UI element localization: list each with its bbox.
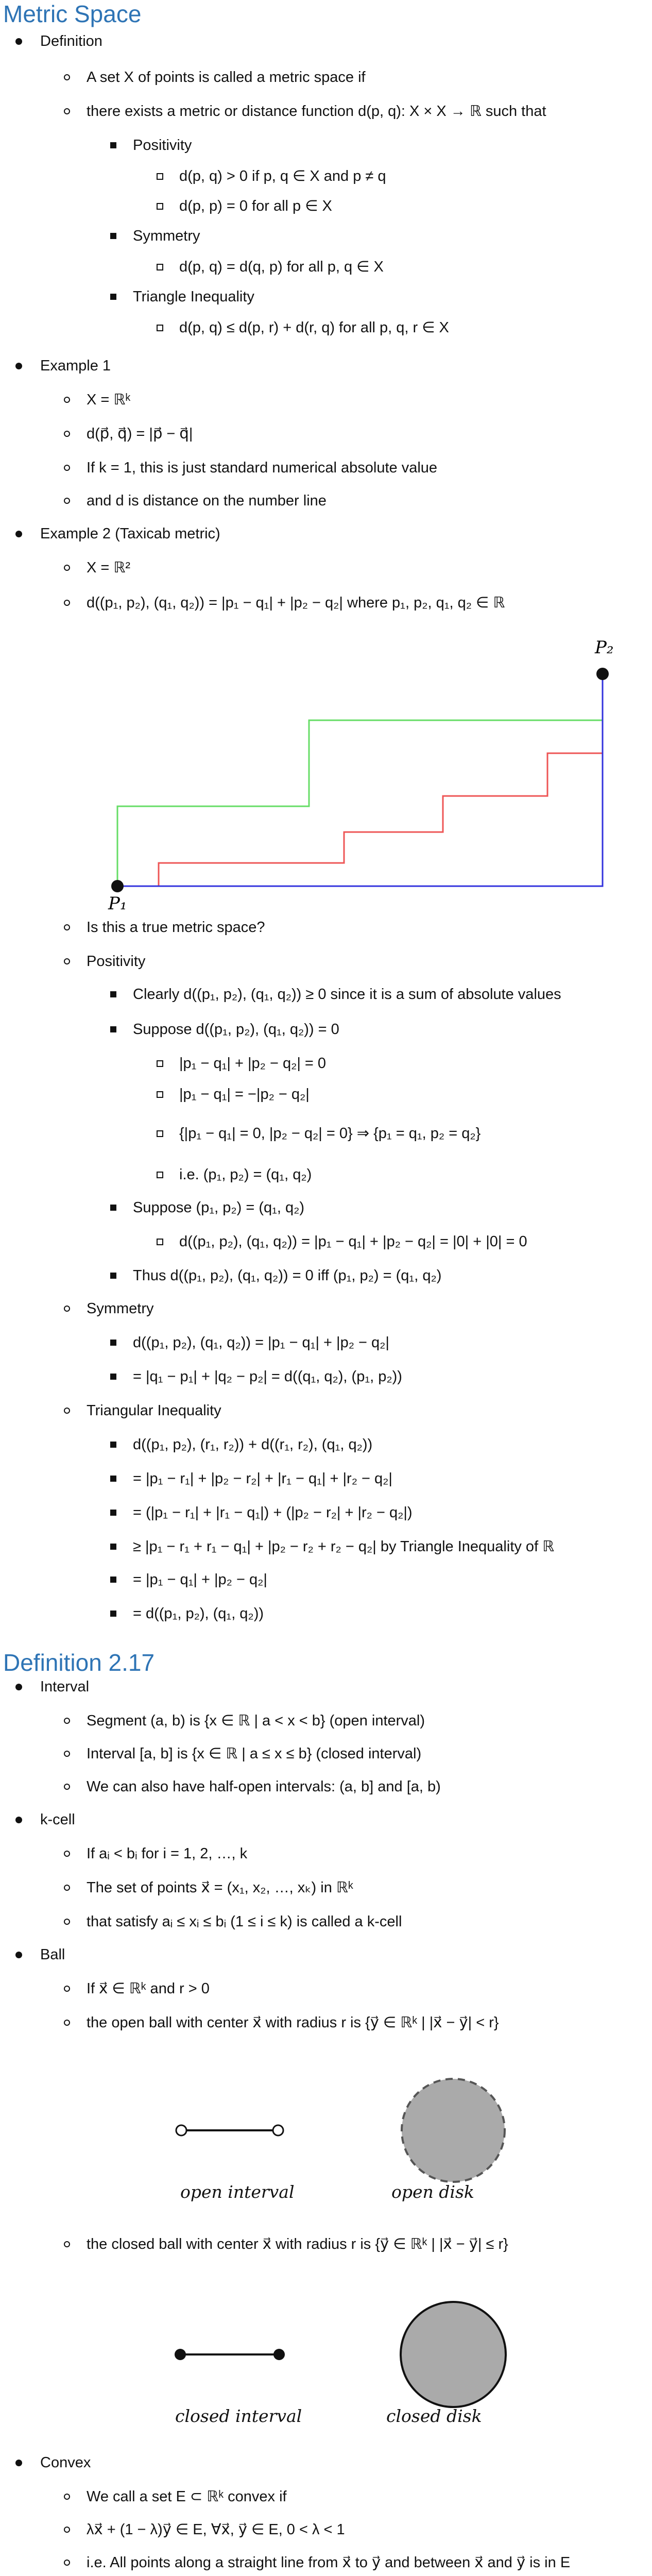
bullet-text: = |p₁ − r₁| + |p₂ − r₂| + |r₁ − q₁| + |r₂ − q₂| [133, 1470, 392, 1487]
bullet-line [87, 2520, 345, 2539]
bullet-marker-icon [64, 1986, 70, 1992]
bullet-marker-icon [110, 1374, 116, 1380]
bullet-text: X = ℝ² [87, 560, 131, 576]
bullet-line [87, 2235, 508, 2253]
bullet-text: Is this a true metric space? [87, 919, 265, 936]
bullet-text: Example 1 [40, 358, 111, 374]
bullet-line [87, 102, 546, 121]
bullet-text: = d((p₁, p₂), (q₁, q₂)) [133, 1605, 264, 1622]
bullet-marker-icon [110, 142, 116, 148]
bullet-marker-icon [64, 2494, 70, 2500]
bullet-line [87, 594, 505, 612]
bullet-line [87, 1912, 402, 1931]
bullet-line [87, 391, 130, 409]
bullet-text: We call a set E ⊂ ℝᵏ convex if [87, 2488, 287, 2505]
bullet-text: Thus d((p₁, p₂), (q₁, q₂)) = 0 iff (p₁, p₂) = (q₁, q₂) [133, 1267, 442, 1284]
bullet-marker-icon [110, 1544, 116, 1550]
bullet-line [40, 357, 111, 375]
bullet-line [133, 1020, 339, 1039]
bullet-line [133, 1604, 264, 1623]
bullet-text: d(p, q) ≤ d(p, r) + d(r, q) for all p, q, r ∈ X [179, 319, 449, 336]
bullet-marker-icon [15, 531, 22, 537]
bullet-marker-icon [157, 1130, 163, 1137]
bullet-text: Ball [40, 1946, 65, 1963]
green-path [117, 720, 603, 886]
bullet-text: Symmetry [87, 1300, 154, 1317]
bullet-text: If aᵢ < bᵢ for i = 1, 2, …, k [87, 1845, 248, 1862]
bullet-text: d(p, q) = d(q, p) for all p, q ∈ X [179, 259, 384, 275]
bullet-text: Positivity [87, 953, 146, 970]
bullet-line [87, 1844, 247, 1863]
bullet-text: d(p⃗, q⃗) = |p⃗ − q⃗| [87, 426, 193, 442]
bullet-text: {|p₁ − q₁| = 0, |p₂ − q₂| = 0} ⇒ {p₁ = q₁, p₂ = q₂} [179, 1125, 481, 1142]
bullet-marker-icon [64, 498, 70, 504]
bullet-marker-icon [15, 1952, 22, 1958]
bullet-marker-icon [64, 565, 70, 571]
bullet-text: We can also have half-open intervals: (a, b] and [a, b) [87, 1778, 441, 1795]
bullet-text: The set of points x⃗ = (x₁, x₂, …, xₖ) in ℝᵏ [87, 1879, 353, 1896]
bullet-text: |p₁ − q₁| + |p₂ − q₂| = 0 [179, 1055, 327, 1072]
bullet-marker-icon [15, 1817, 22, 1823]
bullet-marker-icon [64, 1718, 70, 1724]
bullet-text: the open ball with center x⃗ with radius r is {y⃗ ∈ ℝᵏ | |x⃗ − y⃗| < r} [87, 2014, 499, 2031]
red-path [117, 753, 603, 886]
bullet-marker-icon [157, 203, 163, 210]
bullet-marker-icon [110, 233, 116, 239]
bullet-text: Example 2 (Taxicab metric) [40, 526, 220, 542]
bullet-text: Clearly d((p₁, p₂), (q₁, q₂)) ≥ 0 since it is a sum of absolute values [133, 986, 561, 1003]
closed-interval-right-endpoint [273, 2349, 285, 2360]
bullet-line [179, 197, 332, 215]
open-disk-caption: open disk [391, 2182, 474, 2202]
p1-point [111, 880, 124, 892]
bullet-text: Symmetry [133, 228, 200, 244]
bullet-text: d((p₁, p₂), (q₁, q₂)) = |p₁ − q₁| + |p₂ − q₂| = |0| + |0| = 0 [179, 1233, 527, 1250]
bullet-text: and d is distance on the number line [87, 493, 327, 509]
heading-metric-space: Metric Space [3, 1, 142, 27]
bullet-text: Triangular Inequality [87, 1402, 221, 1419]
bullet-marker-icon [15, 1684, 22, 1690]
bullet-marker-icon [110, 1510, 116, 1516]
bullet-marker-icon [64, 2020, 70, 2026]
bullet-text: If k = 1, this is just standard numerical absolute value [87, 460, 438, 476]
bullet-line [179, 1054, 326, 1073]
bullet-marker-icon [110, 294, 116, 300]
bullet-marker-icon [64, 2241, 70, 2247]
bullet-line [179, 258, 384, 276]
bullet-text: d((p₁, p₂), (q₁, q₂)) = |p₁ − q₁| + |p₂ − q₂| [133, 1334, 389, 1351]
bullet-text: d(p, p) = 0 for all p ∈ X [179, 198, 332, 214]
bullet-line [133, 1367, 402, 1386]
bullet-marker-icon [64, 1306, 70, 1312]
bullet-line [133, 1537, 554, 1556]
bullet-line [133, 1198, 304, 1217]
bullet-marker-icon [110, 1340, 116, 1346]
bullet-marker-icon [64, 958, 70, 964]
bullet-marker-icon [110, 1026, 116, 1032]
bullet-line [87, 918, 265, 937]
bullet-line [40, 524, 220, 543]
bullet-line [87, 952, 145, 971]
bullet-text: X = ℝᵏ [87, 392, 131, 408]
bullet-marker-icon [157, 325, 163, 331]
open-ball-figure [160, 2056, 541, 2200]
bullet-marker-icon [64, 74, 70, 80]
bullet-marker-icon [110, 1205, 116, 1211]
bullet-line [40, 1945, 65, 1964]
bullet-marker-icon [110, 1273, 116, 1279]
bullet-marker-icon [64, 1851, 70, 1857]
bullet-line [179, 1085, 310, 1104]
bullet-text: Segment (a, b) is {x ∈ ℝ | a < x < b} (open interval) [87, 1713, 425, 1729]
bullet-line [179, 1165, 312, 1184]
bullet-text: Positivity [133, 137, 192, 154]
bullet-text: Triangle Inequality [133, 289, 254, 305]
bullet-line [87, 2553, 570, 2572]
taxicab-figure [88, 634, 633, 914]
bullet-text: d((p₁, p₂), (r₁, r₂)) + d((r₁, r₂), (q₁, q₂)) [133, 1436, 373, 1453]
bullet-line [133, 227, 200, 245]
bullet-text: Interval [a, b] is {x ∈ ℝ | a ≤ x ≤ b} (closed interval) [87, 1745, 422, 1762]
bullet-line [40, 1810, 75, 1829]
bullet-line [87, 1401, 221, 1420]
open-disk [402, 2079, 505, 2182]
bullet-marker-icon [157, 173, 163, 180]
bullet-marker-icon [157, 1091, 163, 1098]
bullet-line [179, 318, 449, 337]
bullet-line [87, 1878, 353, 1897]
bullet-line [179, 1124, 481, 1143]
bullet-text: i.e. (p₁, p₂) = (q₁, q₂) [179, 1166, 312, 1183]
bullet-line [133, 1570, 267, 1589]
bullet-text: there exists a metric or distance function d(p, q): X × X → ℝ such that [87, 103, 546, 120]
bullet-text: Definition [40, 33, 102, 49]
bullet-text: Convex [40, 2454, 91, 2471]
bullet-line [133, 1435, 372, 1454]
bullet-line [133, 1333, 389, 1352]
bullet-line [133, 1503, 413, 1522]
bullet-marker-icon [64, 397, 70, 403]
closed-disk-caption: closed disk [386, 2406, 482, 2426]
bullet-text: the closed ball with center x⃗ with radius r is {y⃗ ∈ ℝᵏ | |x⃗ − y⃗| ≤ r} [87, 2236, 508, 2252]
bullet-marker-icon [64, 1784, 70, 1790]
bullet-line [87, 2487, 287, 2506]
bullet-line [133, 136, 192, 155]
bullet-marker-icon [64, 924, 70, 930]
bullet-line [87, 2013, 499, 2032]
bullet-line [40, 2453, 91, 2472]
bullet-text: = (|p₁ − r₁| + |r₁ − q₁|) + (|p₂ − r₂| + |r₂ − q₂|) [133, 1504, 413, 1521]
closed-disk [401, 2302, 506, 2407]
bullet-marker-icon [110, 991, 116, 997]
bullet-marker-icon [64, 1919, 70, 1925]
bullet-marker-icon [15, 363, 22, 369]
bullet-text: |p₁ − q₁| = −|p₂ − q₂| [179, 1086, 310, 1103]
bullet-line [40, 32, 102, 50]
bullet-text: = |p₁ − q₁| + |p₂ − q₂| [133, 1571, 267, 1588]
bullet-line [87, 459, 437, 477]
bullet-text: If x⃗ ∈ ℝᵏ and r > 0 [87, 1980, 210, 1997]
bullet-marker-icon [64, 2560, 70, 2566]
bullet-marker-icon [64, 1885, 70, 1891]
bullet-marker-icon [64, 1751, 70, 1757]
bullet-text: Suppose (p₁, p₂) = (q₁, q₂) [133, 1199, 305, 1216]
bullet-marker-icon [110, 1476, 116, 1482]
bullet-marker-icon [157, 1172, 163, 1178]
bullet-marker-icon [110, 1442, 116, 1448]
bullet-line [87, 1711, 425, 1730]
bullet-line [87, 492, 327, 510]
open-interval-caption: open interval [180, 2182, 295, 2202]
open-interval-left-endpoint [176, 2125, 186, 2136]
bullet-line [133, 985, 561, 1004]
heading-definition-2-17: Definition 2.17 [3, 1649, 155, 1676]
bullet-text: λx⃗ + (1 − λ)y⃗ ∈ E, ∀x⃗, y⃗ ∈ E, 0 < λ < 1 [87, 2521, 345, 2538]
bullet-marker-icon [15, 2460, 22, 2466]
bullet-marker-icon [64, 2527, 70, 2533]
bullet-line [40, 1677, 89, 1696]
bullet-marker-icon [64, 431, 70, 437]
bullet-text: d((p₁, p₂), (q₁, q₂)) = |p₁ − q₁| + |p₂ − q₂| where p₁, p₂, q₁, q₂ ∈ ℝ [87, 595, 505, 611]
bullet-text: Interval [40, 1679, 90, 1695]
bullet-marker-icon [64, 1408, 70, 1414]
bullet-line [87, 68, 366, 87]
bullet-line [179, 167, 386, 185]
bullet-text: i.e. All points along a straight line from x⃗ to y⃗ and between x⃗ and y⃗ is in E [87, 2554, 571, 2571]
bullet-marker-icon [110, 1611, 116, 1617]
bullet-text: that satisfy aᵢ ≤ xᵢ ≤ bᵢ (1 ≤ i ≤ k) is called a k-cell [87, 1913, 402, 1930]
bullet-text: = |q₁ − p₁| + |q₂ − p₂| = d((q₁, q₂), (p₁, p₂)) [133, 1368, 402, 1385]
closed-interval-caption: closed interval [175, 2406, 302, 2426]
bullet-line [87, 1744, 421, 1763]
bullet-text: A set X of points is called a metric space if [87, 69, 366, 86]
bullet-text: ≥ |p₁ − r₁ + r₁ − q₁| + |p₂ − r₂ + r₂ − q₂| by Triangle Inequality of ℝ [133, 1538, 555, 1555]
bullet-line [133, 1469, 392, 1488]
bullet-line [87, 1777, 441, 1796]
bullet-line [87, 1979, 210, 1998]
bullet-text: d(p, q) > 0 if p, q ∈ X and p ≠ q [179, 168, 386, 184]
bullet-marker-icon [64, 108, 70, 114]
bullet-marker-icon [157, 1239, 163, 1245]
bullet-marker-icon [110, 1577, 116, 1583]
p2-point [596, 668, 609, 680]
open-interval-right-endpoint [273, 2125, 283, 2136]
bullet-marker-icon [157, 264, 163, 270]
bullet-line [133, 1266, 441, 1285]
bullet-text: Suppose d((p₁, p₂), (q₁, q₂)) = 0 [133, 1021, 339, 1038]
bullet-line [87, 425, 193, 443]
bullet-marker-icon [64, 600, 70, 606]
closed-interval-left-endpoint [175, 2349, 186, 2360]
p2-label: P₂ [595, 637, 614, 658]
p1-label: P₁ [108, 893, 127, 914]
bullet-line [87, 558, 130, 577]
closed-ball-figure [160, 2277, 541, 2421]
bullet-marker-icon [64, 465, 70, 471]
bullet-line [179, 1232, 527, 1251]
bullet-marker-icon [15, 38, 22, 45]
bullet-marker-icon [157, 1060, 163, 1067]
bullet-line [133, 287, 254, 306]
bullet-text: k-cell [40, 1811, 75, 1828]
bullet-line [87, 1299, 154, 1318]
blue-path [117, 674, 603, 886]
